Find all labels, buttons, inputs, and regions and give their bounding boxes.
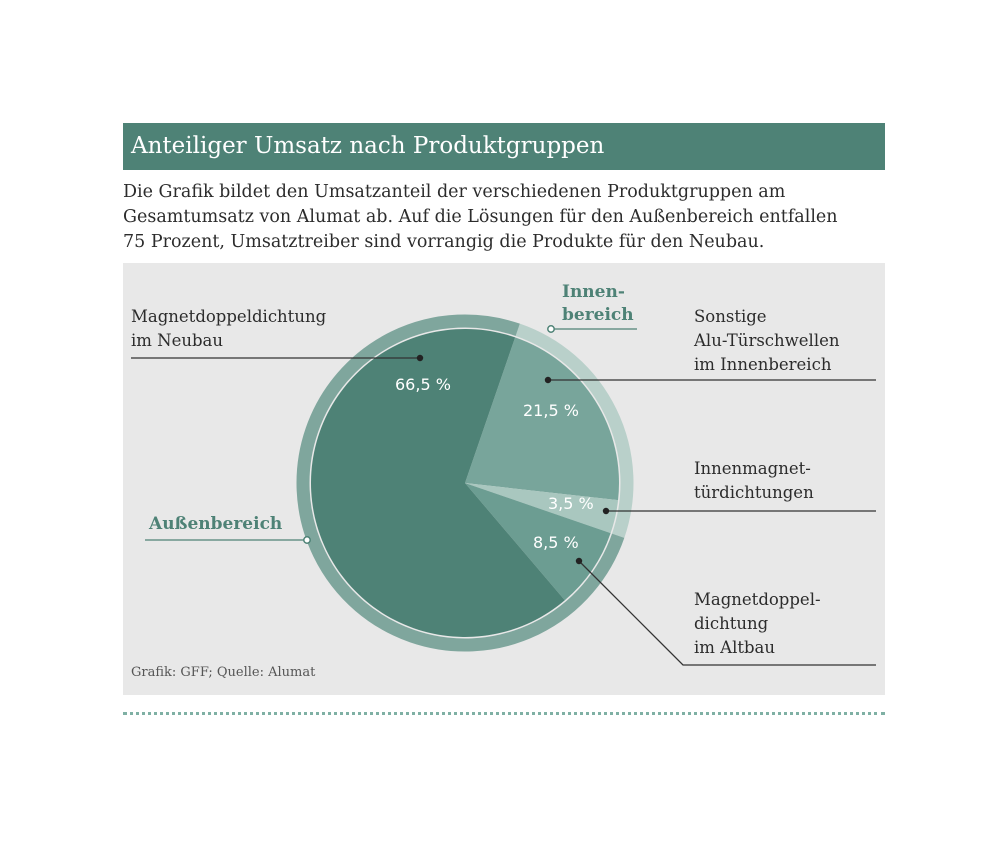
dotted-divider — [123, 712, 885, 715]
value-label-neubau: 66,5 % — [395, 375, 451, 394]
leader-innenmagnet-dot — [603, 508, 609, 514]
leader-innenbereich-dot — [548, 326, 554, 332]
title-bar — [123, 123, 885, 170]
chart-title: Anteiliger Umsatz nach Produktgruppen — [131, 133, 605, 159]
label-altbau: Magnetdoppel- dichtung im Altbau — [694, 590, 821, 657]
label-neubau: Magnetdoppeldichtung im Neubau — [131, 307, 327, 350]
intro-line: Die Grafik bildet den Umsatzanteil der verschiedenen Produktgruppen am — [123, 182, 786, 202]
label-innenmagnet: Innenmagnet- türdichtungen — [694, 459, 814, 502]
leader-neubau-dot — [417, 355, 423, 361]
chart-panel — [123, 263, 885, 695]
intro-text — [123, 180, 893, 255]
leader-sonstige-dot — [545, 377, 551, 383]
intro-line: Gesamtumsatz von Alumat ab. Auf die Lösungen für den Außenbereich entfallen — [123, 207, 838, 227]
value-label-sonstige: 21,5 % — [523, 401, 579, 420]
label-sonstige: Sonstige Alu-Türschwellen im Innenbereich — [694, 307, 840, 374]
source-note: Grafik: GFF; Quelle: Alumat — [131, 665, 316, 680]
value-label-altbau: 8,5 % — [533, 533, 579, 552]
group-label-aussen: Außenbereich — [149, 514, 283, 534]
leader-aussenbereich-dot — [304, 537, 310, 543]
value-label-innenmagnet: 3,5 % — [548, 494, 594, 513]
intro-line: 75 Prozent, Umsatztreiber sind vorrangig die Produkte für den Neubau. — [123, 232, 765, 252]
group-label-innen: Innen- bereich — [562, 282, 634, 325]
leader-altbau-dot — [576, 558, 582, 564]
